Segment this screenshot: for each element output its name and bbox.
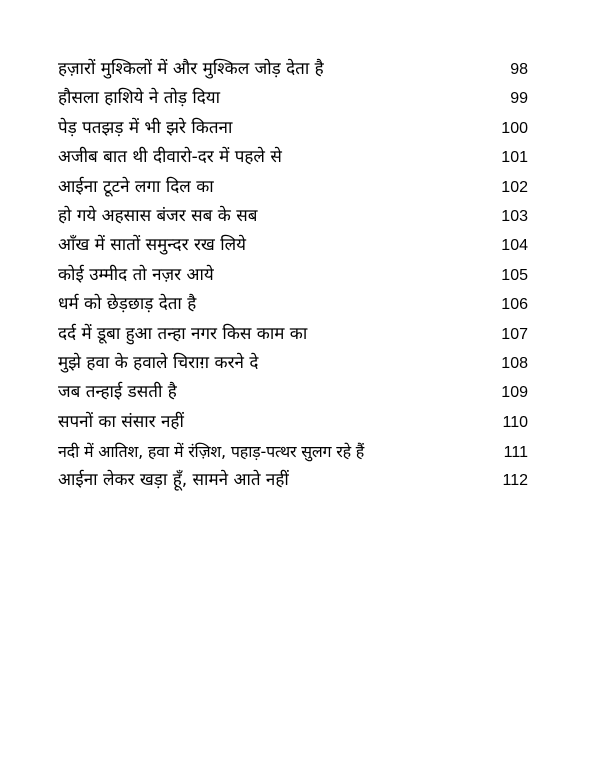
toc-entry [58,114,528,143]
toc-entry [58,143,528,172]
toc-entry [58,231,528,260]
toc-entry [58,378,528,407]
toc-entry-title: हो गये अहसास बंजर सब के सब [58,205,258,226]
toc-entry-page: 107 [501,325,528,343]
toc-entry-page: 99 [510,90,528,108]
toc-entry [58,173,528,202]
toc-entry-title: जब तन्हाई डसती है [58,382,177,403]
toc-entry [58,466,528,495]
toc-entry [58,202,528,231]
toc-entry-title: हज़ारों मुश्किलों में और मुश्किल जोड़ देता है [58,59,324,79]
toc-entry-page: 104 [501,237,528,255]
toc-entry-page: 100 [501,119,528,137]
toc-entry-title: दर्द में डूबा हुआ तन्हा नगर किस काम का [58,323,308,344]
table-of-contents [58,55,528,496]
toc-entry [58,320,528,349]
toc-entry-title: आईना टूटने लगा दिल का [58,176,214,197]
toc-entry [58,84,528,113]
toc-entry-title: सपनों का संसार नहीं [58,411,184,432]
toc-entry [58,261,528,290]
toc-entry-title: आँख में सातों समुन्दर रख लिये [58,235,246,256]
toc-entry-title: हौसला हाशिये ने तोड़ दिया [58,88,221,109]
toc-entry-page: 111 [503,444,528,462]
toc-entry-title: अजीब बात थी दीवारो-दर में पहले से [58,147,282,168]
toc-entry-page: 112 [502,472,528,490]
toc-entry [58,408,528,437]
toc-entry [58,437,528,466]
toc-entry-title: धर्म को छेड़छाड़ देता है [58,294,197,315]
toc-entry-title: मुझे हवा के हवाले चिराग़ करने दे [58,352,259,373]
toc-entry-title: पेड़ पतझड़ में भी झरे कितना [58,117,233,138]
toc-entry-page: 108 [501,354,528,372]
toc-entry-title: कोई उम्मीद तो नज़र आये [58,264,214,285]
toc-entry [58,290,528,319]
toc-entry-page: 103 [501,207,528,225]
toc-entry-page: 98 [510,61,528,78]
toc-entry-page: 110 [502,413,528,431]
toc-entry-title: नदी में आतिश, हवा में रंज़िश, पहाड़-पत्थर सुलग रहे हैं [58,442,365,462]
toc-entry-title: आईना लेकर खड़ा हूँ, सामने आते नहीं [58,470,289,491]
toc-entry-page: 106 [501,296,528,314]
toc-entry [58,349,528,378]
toc-entry-page: 109 [501,384,528,402]
toc-entry-page: 101 [501,149,528,167]
toc-entry-page: 102 [501,178,528,196]
toc-entry [58,55,528,84]
toc-entry-page: 105 [501,266,528,284]
